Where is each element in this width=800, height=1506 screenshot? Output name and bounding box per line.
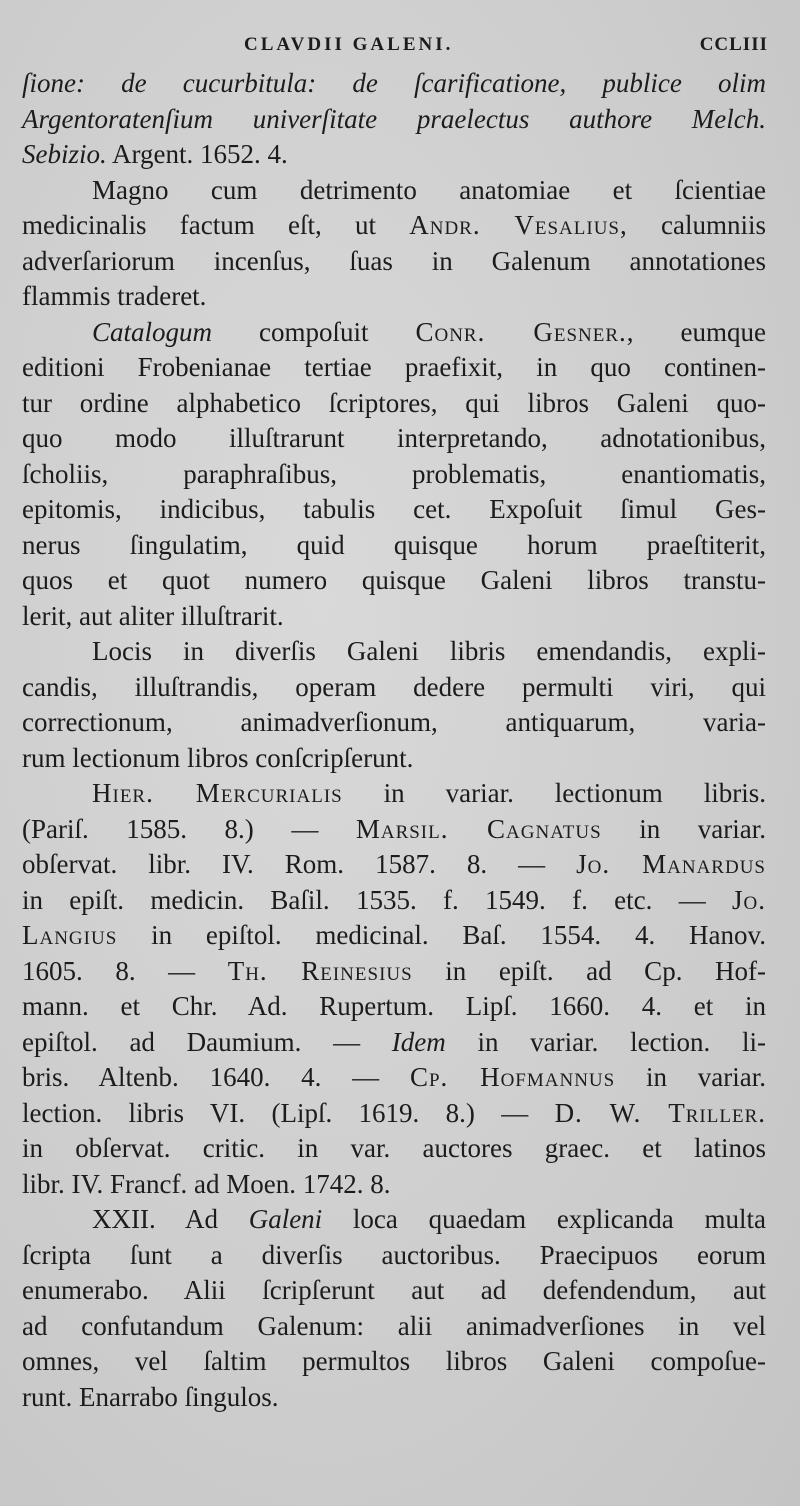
text-segment: Argentoratenſium univerſitate praelectus authore Melch. [22,103,766,134]
text-segment: correctionum, animadverſionum, antiquarum, varia- [22,707,766,737]
text-segment: Andr. Vesalius, [409,210,628,240]
text-segment: D. W. Triller. [554,1097,766,1128]
text-segment: ſcholiis, paraphraſibus, problematis, enantiomatis, [22,458,766,489]
text-segment: flammis traderet. [22,281,207,311]
text-segment: omnes, vel ſaltim permultos libros Galeni compoſue- [22,1346,766,1376]
text-line [22,812,766,848]
text-body [22,66,766,1415]
text-line [22,918,766,954]
text-segment: enumerabo. Alii ſcripſerunt aut ad defendendum, aut [22,1275,766,1305]
text-segment: Catalogum [92,316,213,347]
text-segment: lection. libris VI. (Lipſ. 1619. 8.) — [22,1097,555,1128]
text-segment: Hier. Mercurialis [92,778,343,808]
text-segment: in epiſtol. medicinal. Baſ. 1554. 4. Hanov. [117,920,766,950]
text-segment: in variar. lection. li- [445,1026,766,1057]
text-segment: tur ordine alphabetico ſcriptores, qui libros Galeni quo- [22,387,766,418]
text-segment: Idem [391,1026,446,1057]
text-segment: loca quaedam explicanda multa [322,1204,766,1234]
text-segment: (Pariſ. 1585. 8.) — [22,813,356,844]
running-title: CLAVDII GALENI. [244,34,454,55]
text-segment: epiſtol. ad Daumium. — [22,1026,392,1057]
text-segment: in variar. lectionum libris. [342,778,766,808]
text-line [22,528,766,564]
text-line [22,137,766,173]
text-segment: mann. et Chr. Ad. Rupertum. Lipſ. 1660. 4. et in [22,991,766,1021]
text-segment: in variar. [615,1062,766,1092]
text-segment: in obſervat. critic. in var. auctores graec. et latinos [22,1133,766,1163]
text-segment: Argent. 1652. 4. [106,139,288,169]
text-line [22,386,766,422]
text-line [22,847,766,883]
text-segment: Conr. Gesner. [415,316,627,347]
text-line [22,1025,766,1061]
text-segment: adverſariorum incenſus, ſuas in Galenum annotationes [22,245,766,276]
text-line [22,563,766,599]
text-segment: ad confutandum Galenum: alii animadverſiones in vel [22,1310,766,1341]
running-head [22,22,766,66]
text-segment: epitomis, indicibus, tabulis cet. Expoſuit ſimul Ges- [22,494,766,524]
text-segment: Jo. Manardus [576,849,766,879]
text-line [22,421,766,457]
text-segment: Galeni [248,1204,323,1234]
text-line [22,1060,766,1096]
text-segment: compoſuit [212,316,416,347]
text-line [22,1238,766,1274]
text-segment: Langius [22,920,118,950]
text-line [22,350,766,386]
text-line [22,315,766,351]
text-segment: in variar. [601,813,766,844]
text-segment: bris. Altenb. 1640. 4. — [22,1062,410,1092]
text-segment: lerit, aut aliter illuſtrarit. [22,600,284,631]
text-segment: quos et quot numero quisque Galeni libros transtu- [22,565,766,595]
text-segment: in epiſt. medicin. Baſil. 1535. f. 1549. f. etc. — [22,884,733,915]
text-segment: runt. Enarrabo ſingulos. [22,1381,279,1412]
text-segment: ſcripta ſunt a diverſis auctoribus. Praecipuos eorum [22,1239,766,1270]
text-line [22,954,766,990]
text-line [22,599,766,635]
text-segment: Magno cum detrimento anatomiae et ſcientiae [92,174,766,205]
text-segment: , eumque [626,316,766,347]
text-segment: Jo. [732,884,766,915]
text-line [22,670,766,706]
text-line [22,1202,766,1238]
text-segment: Th. Reinesius [227,955,413,986]
text-line [22,244,766,280]
text-line [22,741,766,777]
text-line [22,457,766,493]
text-line [22,989,766,1025]
text-line [22,776,766,812]
text-segment: nerus ſingulatim, quid quisque horum praeſtiterit, [22,529,766,560]
text-line [22,883,766,919]
text-line [22,492,766,528]
text-segment: editioni Frobenianae tertiae praefixit, in quo continen- [22,352,766,382]
text-line [22,1096,766,1132]
text-segment: Marsil. Cagnatus [355,813,602,844]
text-segment: 1605. 8. — [22,955,228,986]
text-line [22,279,766,315]
text-segment: ſione: de cucurbitula: de ſcarificatione, publice olim [22,68,766,98]
text-segment: obſervat. libr. IV. Rom. 1587. 8. — [22,849,577,879]
text-segment: in epiſt. ad Cp. Hof- [412,955,766,986]
text-segment: rum lectionum libros conſcripſerunt. [22,742,414,773]
text-line [22,66,766,102]
text-segment: libr. IV. Francf. ad Moen. 1742. 8. [22,1168,391,1199]
text-line [22,173,766,209]
text-line [22,1380,766,1416]
text-line [22,1273,766,1309]
page-number: CCLIII [699,34,768,55]
text-segment: Sebizio. [22,139,107,169]
text-segment: medicinalis factum eſt, ut [22,210,410,240]
text-segment: Locis in diverſis Galeni libris emendandis, expli- [92,636,766,666]
text-line [22,1344,766,1380]
text-segment: XXII. Ad [92,1204,249,1234]
text-line [22,1309,766,1345]
text-line [22,634,766,670]
text-segment: candis, illuſtrandis, operam dedere permulti viri, qui [22,671,766,702]
text-segment: calumniis [627,210,766,240]
text-line [22,102,766,138]
text-segment: quo modo illuſtrarunt interpretando, adnotationibus, [22,423,766,453]
text-line [22,208,766,244]
text-line [22,1167,766,1203]
text-line [22,1131,766,1167]
text-line [22,705,766,741]
text-segment: Cp. Hofmannus [409,1062,616,1092]
